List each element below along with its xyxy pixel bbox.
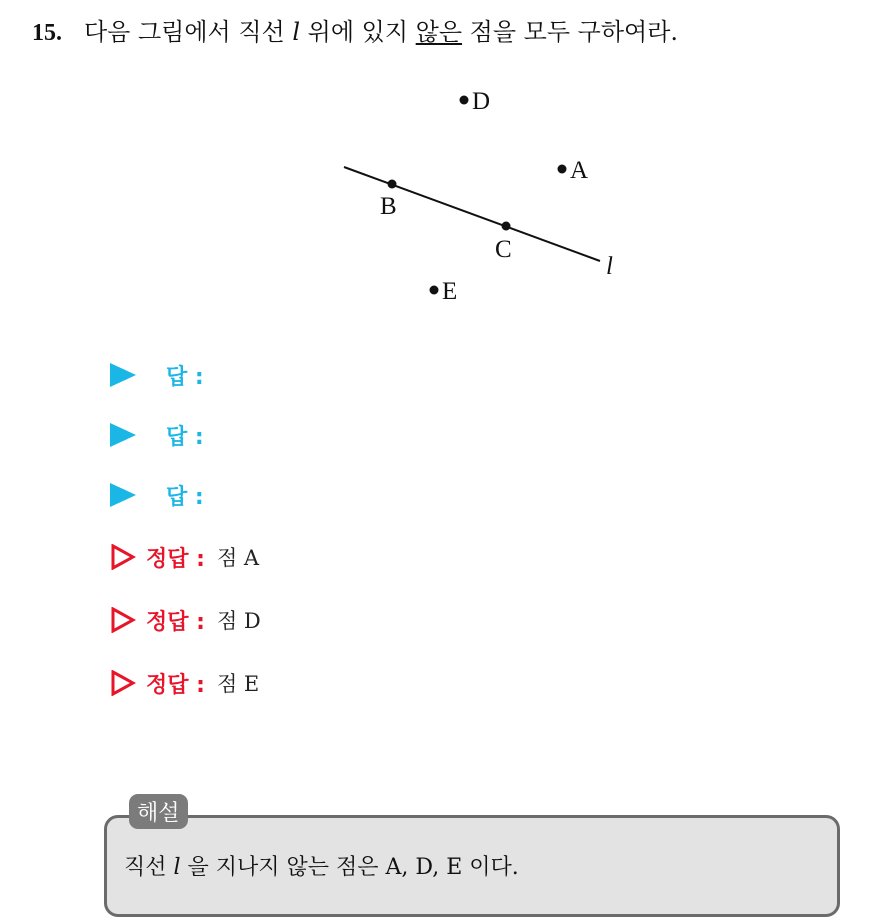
- correct-answer-value: 점 D: [216, 609, 261, 633]
- point-a-dot: [558, 165, 567, 174]
- answer-row: [110, 357, 204, 393]
- point-e-label: E: [442, 278, 458, 305]
- correct-answer-row: [110, 602, 261, 638]
- answer-label: 답 :: [166, 424, 204, 450]
- outline-triangle-icon: [110, 607, 136, 633]
- correct-answer-value: 점 A: [216, 546, 260, 570]
- question-text-part: 위에 있지: [300, 18, 416, 46]
- point-b-dot: [388, 180, 397, 189]
- line-label: l: [606, 253, 613, 280]
- answer-label: 답 :: [166, 364, 204, 390]
- answer-row: [110, 417, 204, 453]
- line-variable: l: [292, 18, 301, 46]
- outline-triangle-icon: [110, 544, 136, 570]
- explanation-text: [124, 850, 519, 881]
- play-triangle-icon: [110, 423, 136, 447]
- question-text-part: 다음 그림에서 직선: [84, 18, 293, 46]
- explanation-text-part: 직선: [124, 855, 174, 880]
- geometry-figure: [0, 0, 884, 330]
- play-triangle-icon: [110, 483, 136, 507]
- outline-triangle-icon: [110, 670, 136, 696]
- correct-answer-label: 정답 :: [146, 546, 205, 572]
- explanation-variable: l: [173, 855, 181, 880]
- correct-answer-label: 정답 :: [146, 609, 205, 635]
- underlined-word: 않은: [415, 18, 463, 46]
- point-d-dot: [460, 96, 469, 105]
- correct-answer-row: [110, 665, 259, 701]
- point-c-label: C: [495, 236, 512, 263]
- point-d-label: D: [472, 88, 491, 115]
- question-number: 15.: [32, 20, 62, 46]
- explanation-tag: 해설: [129, 794, 188, 829]
- correct-answer-value: 점 E: [216, 672, 260, 696]
- play-triangle-icon: [110, 363, 136, 387]
- point-b-label: B: [380, 193, 397, 220]
- answer-row: [110, 477, 204, 513]
- answer-label: 답 :: [166, 484, 204, 510]
- explanation-text-part: 을 지나지 않는 점은 A, D, E 이다.: [180, 855, 519, 880]
- point-a-label: A: [570, 157, 589, 184]
- point-c-dot: [502, 222, 511, 231]
- correct-answer-row: [110, 539, 259, 575]
- question-text-part: 점을 모두 구하여라.: [462, 18, 679, 46]
- correct-answer-label: 정답 :: [146, 672, 205, 698]
- point-e-dot: [430, 286, 439, 295]
